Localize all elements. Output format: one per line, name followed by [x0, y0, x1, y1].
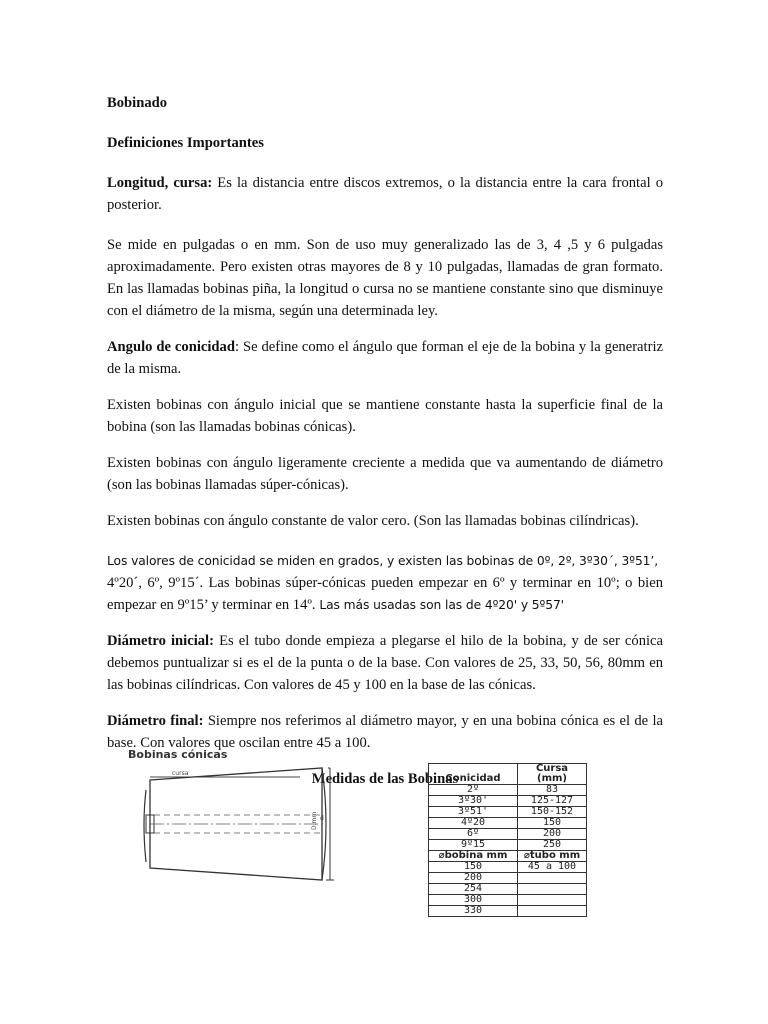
cell: 150-152: [518, 807, 587, 818]
label-angulo: Angulo de conicidad: [107, 339, 235, 355]
paragraph-superconicas: Existen bobinas con ángulo ligeramente creciente a medida que va aumentando de diámetro (son las bobinas llamadas súper-cónicas).: [107, 455, 663, 493]
text-diametro-final: Siempre nos referimos al diámetro mayor, y en una bobina cónica es el de la base. Con valores que oscilan entre 45 a 100.: [107, 713, 663, 751]
table-row: [429, 873, 587, 884]
cell: 150: [429, 862, 518, 873]
table-row: [429, 818, 587, 829]
cell: [518, 906, 587, 917]
cell: 150: [518, 818, 587, 829]
cell: 3º51': [429, 807, 518, 818]
paragraph-valores: [107, 550, 663, 616]
table-subheader-row: [429, 851, 587, 862]
cell: 254: [429, 884, 518, 895]
header-cursa: Cursa (mm): [518, 764, 587, 785]
text-valores-b: 4º20´, 6º, 9º15´. Las bobinas súper-cónicas pueden empezar en 6º y terminar en 10º; o bien empezar en 9º15’ y terminar en 14º.: [107, 575, 663, 613]
section-title: Medidas de las Bobinas: [311, 771, 459, 787]
text-valores-c: Las más usadas son las de 4º20' y 5º57': [315, 598, 564, 612]
label-diametro-final: Diámetro final:: [107, 713, 204, 729]
cell: [518, 895, 587, 906]
header-diametro-bobina: ⌀bobina mm: [429, 851, 518, 862]
cursa-label: cursa: [172, 770, 189, 777]
cell: 250: [518, 840, 587, 851]
table-row: [429, 807, 587, 818]
header-diametro-tubo: ⌀tubo mm: [518, 851, 587, 862]
document-body: [107, 92, 663, 790]
table-row: [429, 884, 587, 895]
cell: 9º15: [429, 840, 518, 851]
diameter-label: D.mm: [311, 811, 318, 830]
cell: 2º: [429, 785, 518, 796]
cell: 125-127: [518, 796, 587, 807]
table-row: [429, 840, 587, 851]
cell: 330: [429, 906, 518, 917]
doc-title: Bobinado: [107, 95, 168, 111]
text-diametro-inicial: Es el tubo donde empieza a plegarse el hilo de la bobina, y de ser cónica debemos puntualizar si es el de la punta o de la base. Con valores de 25, 33, 50, 56, 80mm en las bobinas cilíndricas. Con valores de 45 y 100 en la base de las cónicas.: [107, 633, 663, 693]
paragraph-angulo: [107, 336, 663, 380]
cell: 6º: [429, 829, 518, 840]
table-row: [429, 796, 587, 807]
paragraph-medida: Se mide en pulgadas o en mm. Son de uso muy generalizado las de 3, 4 ,5 y 6 pulgadas aproximadamente. Pero existen otras mayores de 8 y 10 pulgadas, llamadas de gran formato. En las llamadas bobinas piña, la longitud o cursa no se mantiene constante sino que disminuye con el diámetro de la misma, según una determinada ley.: [107, 237, 663, 319]
cell: [518, 884, 587, 895]
tube-rect: [146, 815, 154, 833]
paragraph-diametro-inicial: [107, 630, 663, 696]
paragraph-longitud: [107, 172, 663, 216]
table-row: [429, 829, 587, 840]
header-conicidad: Conicidad: [429, 764, 518, 785]
cell: 200: [429, 873, 518, 884]
text-angulo: : Se define como el ángulo que forman el eje de la bobina y la generatriz de la misma.: [107, 339, 663, 377]
cell: 3º30': [429, 796, 518, 807]
cell: 45 a 100: [518, 862, 587, 873]
table-row: [429, 785, 587, 796]
small-diameter-label: d: [320, 815, 324, 822]
table-row: [429, 862, 587, 873]
cell: 4º20: [429, 818, 518, 829]
text-valores-a: Los valores de conicidad se miden en grados, y existen las bobinas de 0º, 2º, 3º30´, 3º51’,: [107, 554, 659, 568]
cone-left-curve: [144, 790, 146, 862]
cell: 200: [518, 829, 587, 840]
label-diametro-inicial: Diámetro inicial:: [107, 633, 214, 649]
text-longitud: Es la distancia entre discos extremos, o la distancia entre la cara frontal o posterior.: [107, 175, 663, 213]
paragraph-cilindricas: Existen bobinas con ángulo constante de valor cero. (Son las llamadas bobinas cilíndricas).: [107, 513, 639, 529]
bobinas-table: [428, 763, 587, 917]
cell: 83: [518, 785, 587, 796]
cell: 300: [429, 895, 518, 906]
doc-subtitle: Definiciones Importantes: [107, 135, 264, 151]
cell: [518, 873, 587, 884]
figure-title: Bobinas cónicas: [128, 748, 228, 761]
table-header-row: [429, 764, 587, 785]
paragraph-conicas: Existen bobinas con ángulo inicial que se mantiene constante hasta la superficie final de la bobina (son las llamadas bobinas cónicas).: [107, 397, 663, 435]
table-row: [429, 895, 587, 906]
label-longitud: Longitud, cursa:: [107, 175, 213, 191]
paragraph-diametro-final: [107, 710, 663, 754]
table-row: [429, 906, 587, 917]
